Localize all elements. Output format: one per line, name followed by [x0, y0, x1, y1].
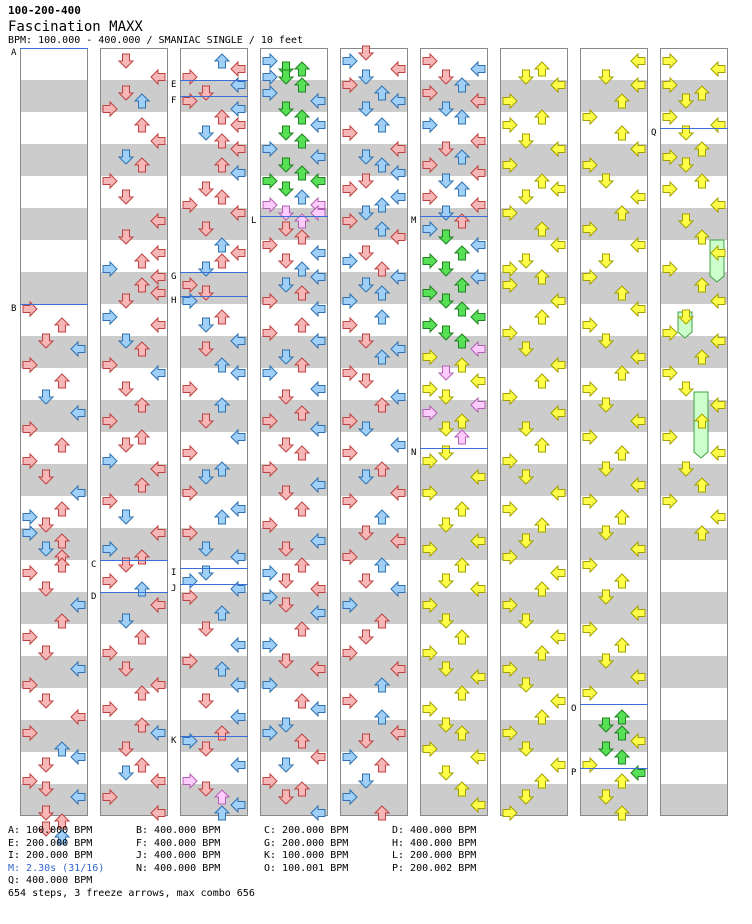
bpm-legend-entry: G: 200.000 BPM: [264, 837, 349, 849]
step-arrow: [359, 630, 373, 644]
step-arrow: [279, 758, 293, 772]
step-arrow: [439, 366, 453, 380]
beat-band: [660, 592, 728, 624]
step-arrow: [279, 126, 293, 140]
beat-band: [660, 208, 728, 240]
step-arrow: [263, 566, 277, 580]
step-arrow: [663, 494, 677, 508]
step-arrow: [711, 62, 725, 76]
step-arrow: [103, 494, 117, 508]
step-arrow: [135, 430, 149, 444]
chart-column: [100, 49, 168, 817]
step-arrow: [471, 374, 485, 388]
step-arrow: [23, 630, 37, 644]
step-arrow: [343, 318, 357, 332]
step-arrow: [615, 446, 629, 460]
step-arrow: [663, 54, 677, 68]
bpm-legend-entry: I: 200.000 BPM: [8, 850, 93, 861]
bpm-marker-label: K: [171, 736, 177, 746]
step-arrow: [103, 702, 117, 716]
step-arrow: [375, 510, 389, 524]
beat-band: [660, 656, 728, 688]
step-arrow: [535, 62, 549, 76]
step-arrow: [119, 54, 133, 68]
step-arrow: [359, 374, 373, 388]
step-arrow: [183, 446, 197, 460]
step-arrow: [551, 630, 565, 644]
chart-summary: 654 steps, 3 freeze arrows, max combo 656: [8, 888, 255, 899]
step-arrow: [391, 438, 405, 452]
chart-info-line: BPM: 100.000 - 400.000 / SMANIAC SINGLE / 10 feet: [8, 35, 304, 46]
step-arrow: [215, 238, 229, 252]
step-arrow: [471, 310, 485, 324]
step-arrow: [359, 574, 373, 588]
step-arrow: [343, 750, 357, 764]
beat-band: [20, 272, 88, 304]
step-arrow: [311, 118, 325, 132]
step-arrow: [343, 54, 357, 68]
step-arrow: [439, 766, 453, 780]
step-arrow: [135, 254, 149, 268]
step-arrow: [55, 374, 69, 388]
step-arrow: [551, 566, 565, 580]
step-arrow: [503, 502, 517, 516]
bpm-marker-label: H: [171, 296, 177, 306]
step-arrow: [551, 238, 565, 252]
step-arrow: [263, 174, 277, 188]
step-arrow: [551, 758, 565, 772]
step-arrow: [551, 182, 565, 196]
step-arrow: [279, 182, 293, 196]
step-arrow: [231, 366, 245, 380]
step-arrow: [583, 558, 597, 572]
step-arrow: [183, 382, 197, 396]
step-arrow: [39, 758, 53, 772]
step-arrow: [711, 446, 725, 460]
step-arrow: [631, 302, 645, 316]
step-arrow: [231, 430, 245, 444]
step-arrow: [215, 54, 229, 68]
beat-band: [580, 784, 648, 816]
step-arrow: [343, 694, 357, 708]
step-arrow: [311, 174, 325, 188]
step-arrow: [215, 310, 229, 324]
step-arrow: [455, 302, 469, 316]
step-arrow: [231, 62, 245, 76]
step-arrow: [535, 110, 549, 124]
step-arrow: [23, 510, 37, 524]
step-arrow: [55, 318, 69, 332]
bpm-marker-label: L: [251, 216, 257, 226]
step-arrow: [423, 54, 437, 68]
step-arrow: [423, 190, 437, 204]
step-arrow: [375, 118, 389, 132]
bpm-marker-label: I: [171, 568, 177, 578]
step-arrow: [311, 382, 325, 396]
step-arrow: [391, 62, 405, 76]
step-arrow: [583, 686, 597, 700]
step-arrow: [375, 310, 389, 324]
step-arrow: [423, 254, 437, 268]
bpm-marker-label: P: [571, 768, 577, 778]
step-arrow: [535, 438, 549, 452]
bpm-marker-label: B: [11, 304, 17, 314]
step-arrow: [215, 110, 229, 124]
step-arrow: [519, 254, 533, 268]
step-arrow: [295, 446, 309, 460]
step-arrow: [423, 118, 437, 132]
step-arrow: [55, 558, 69, 572]
bpm-legend-entry: F: 400.000 BPM: [136, 837, 221, 849]
step-arrow: [423, 702, 437, 716]
step-arrow: [599, 174, 613, 188]
step-arrow: [263, 54, 277, 68]
step-arrow: [151, 366, 165, 380]
bpm-marker-label: M: [411, 216, 417, 226]
bpm-legend-entry: D: 400.000 BPM: [392, 825, 477, 836]
step-arrow: [663, 110, 677, 124]
beat-band: [180, 400, 248, 432]
step-arrow: [279, 254, 293, 268]
step-arrow: [231, 246, 245, 260]
bpm-marker-label: C: [91, 560, 97, 570]
step-arrow: [311, 702, 325, 716]
step-arrow: [631, 238, 645, 252]
step-arrow: [279, 438, 293, 452]
step-arrow: [615, 366, 629, 380]
step-arrow: [295, 62, 309, 76]
step-arrow: [423, 382, 437, 396]
beat-band: [20, 208, 88, 240]
step-arrow: [295, 502, 309, 516]
step-arrow: [135, 118, 149, 132]
beat-band: [20, 144, 88, 176]
step-arrow: [695, 174, 709, 188]
step-arrow: [583, 430, 597, 444]
step-arrow: [215, 254, 229, 268]
step-arrow: [551, 694, 565, 708]
step-arrow: [343, 366, 357, 380]
bpm-marker-label: D: [91, 592, 97, 602]
step-arrow: [535, 310, 549, 324]
step-arrow: [615, 574, 629, 588]
step-arrow: [295, 318, 309, 332]
bpm-marker-label: J: [171, 584, 177, 594]
step-arrow: [535, 374, 549, 388]
step-arrow: [103, 310, 117, 324]
step-arrow: [663, 366, 677, 380]
step-arrow: [119, 766, 133, 780]
step-arrow: [711, 510, 725, 524]
step-arrow: [295, 558, 309, 572]
step-arrow: [471, 750, 485, 764]
step-arrow: [231, 758, 245, 772]
bpm-legend-entry: K: 100.000 BPM: [264, 850, 349, 861]
step-arrow: [583, 758, 597, 772]
step-arrow: [343, 494, 357, 508]
bpm-marker-label: E: [171, 80, 177, 90]
step-arrow: [199, 318, 213, 332]
step-arrow: [455, 110, 469, 124]
step-arrow: [375, 558, 389, 572]
step-arrow: [135, 686, 149, 700]
step-arrow: [615, 750, 629, 764]
beat-band: [100, 144, 168, 176]
step-arrow: [375, 758, 389, 772]
step-arrow: [471, 62, 485, 76]
step-arrow: [583, 494, 597, 508]
step-arrow: [295, 694, 309, 708]
step-arrow: [39, 694, 53, 708]
bpm-marker-label: F: [171, 96, 177, 106]
step-arrow: [455, 246, 469, 260]
step-arrow: [615, 510, 629, 524]
step-arrow: [231, 118, 245, 132]
bpm-legend-entry: B: 400.000 BPM: [136, 825, 221, 836]
bpm-legend-entry: O: 100.001 BPM: [264, 862, 349, 874]
bpm-legend-entry: Q: 400.000 BPM: [8, 875, 93, 886]
step-arrow: [455, 182, 469, 196]
step-arrow: [263, 638, 277, 652]
step-arrow: [343, 254, 357, 268]
beat-band: [660, 720, 728, 752]
step-arrow: [599, 254, 613, 268]
beat-band: [660, 784, 728, 816]
beat-band: [660, 464, 728, 496]
beat-band: [660, 528, 728, 560]
step-arrow: [311, 302, 325, 316]
step-arrow: [359, 174, 373, 188]
step-arrow: [359, 246, 373, 260]
step-arrow: [615, 638, 629, 652]
step-arrow: [423, 318, 437, 332]
step-arrow: [663, 430, 677, 444]
step-arrow: [151, 246, 165, 260]
bpm-legend-entry: E: 200.000 BPM: [8, 837, 93, 849]
bpm-legend-entry: N: 400.000 BPM: [136, 862, 221, 874]
step-arrow: [135, 758, 149, 772]
step-arrow: [455, 558, 469, 572]
bpm-legend-entry: A: 100.000 BPM: [8, 825, 93, 836]
step-arrow: [119, 190, 133, 204]
step-arrow: [295, 190, 309, 204]
bpm-marker-label: Q: [651, 128, 657, 138]
step-arrow: [439, 574, 453, 588]
step-arrow: [391, 190, 405, 204]
difficulty-code: 100-200-400: [8, 4, 81, 17]
step-arrow: [199, 182, 213, 196]
step-arrow: [215, 510, 229, 524]
step-arrow: [103, 574, 117, 588]
step-arrow: [471, 238, 485, 252]
step-arrow: [679, 382, 693, 396]
bpm-marker-label: A: [11, 48, 17, 58]
song-title: Fascination MAXX: [8, 19, 143, 35]
beat-band: [20, 80, 88, 112]
bpm-legend-entry: C: 200.000 BPM: [264, 825, 349, 836]
step-arrow: [23, 566, 37, 580]
step-arrow: [231, 502, 245, 516]
step-arrow: [503, 118, 517, 132]
step-arrow: [215, 190, 229, 204]
bpm-marker-label: O: [571, 704, 577, 714]
step-arrow: [263, 366, 277, 380]
step-arrow: [263, 238, 277, 252]
step-arrow: [519, 190, 533, 204]
step-arrow: [199, 694, 213, 708]
step-arrow: [295, 110, 309, 124]
step-arrow: [103, 174, 117, 188]
step-arrow: [583, 318, 597, 332]
step-arrow: [199, 126, 213, 140]
bpm-legend-entry: L: 200.000 BPM: [392, 850, 477, 861]
bpm-legend-entry: M: 2.30s (31/16): [8, 862, 105, 874]
step-arrow: [455, 686, 469, 700]
step-arrow: [135, 630, 149, 644]
step-arrow: [439, 174, 453, 188]
step-arrow: [343, 182, 357, 196]
bpm-legend-entry: H: 400.000 BPM: [392, 837, 477, 849]
step-arrow: [631, 54, 645, 68]
step-arrow: [455, 630, 469, 644]
step-arrow: [55, 438, 69, 452]
step-arrow: [455, 502, 469, 516]
step-arrow: [119, 510, 133, 524]
step-arrow: [535, 174, 549, 188]
step-arrow: [183, 574, 197, 588]
bpm-legend-entry: J: 400.000 BPM: [136, 850, 221, 861]
bpm-legend-entry: P: 200.002 BPM: [392, 862, 477, 874]
step-arrow: [663, 182, 677, 196]
bpm-marker-label: G: [171, 272, 177, 282]
step-arrow: [199, 622, 213, 636]
bpm-marker-label: N: [411, 448, 417, 458]
step-arrow: [279, 574, 293, 588]
step-arrow: [615, 126, 629, 140]
step-arrow: [311, 750, 325, 764]
step-arrow: [455, 430, 469, 444]
step-arrow: [631, 190, 645, 204]
step-arrow: [295, 622, 309, 636]
step-arrow: [119, 438, 133, 452]
step-arrow: [583, 382, 597, 396]
step-arrow: [55, 502, 69, 516]
step-arrow: [231, 638, 245, 652]
step-arrow: [343, 126, 357, 140]
step-arrow: [583, 110, 597, 124]
step-arrow: [711, 118, 725, 132]
step-arrow: [583, 622, 597, 636]
step-arrow: [151, 318, 165, 332]
step-arrow: [119, 382, 133, 396]
step-arrow: [343, 446, 357, 460]
step-arrow: [311, 246, 325, 260]
step-arrow: [71, 750, 85, 764]
